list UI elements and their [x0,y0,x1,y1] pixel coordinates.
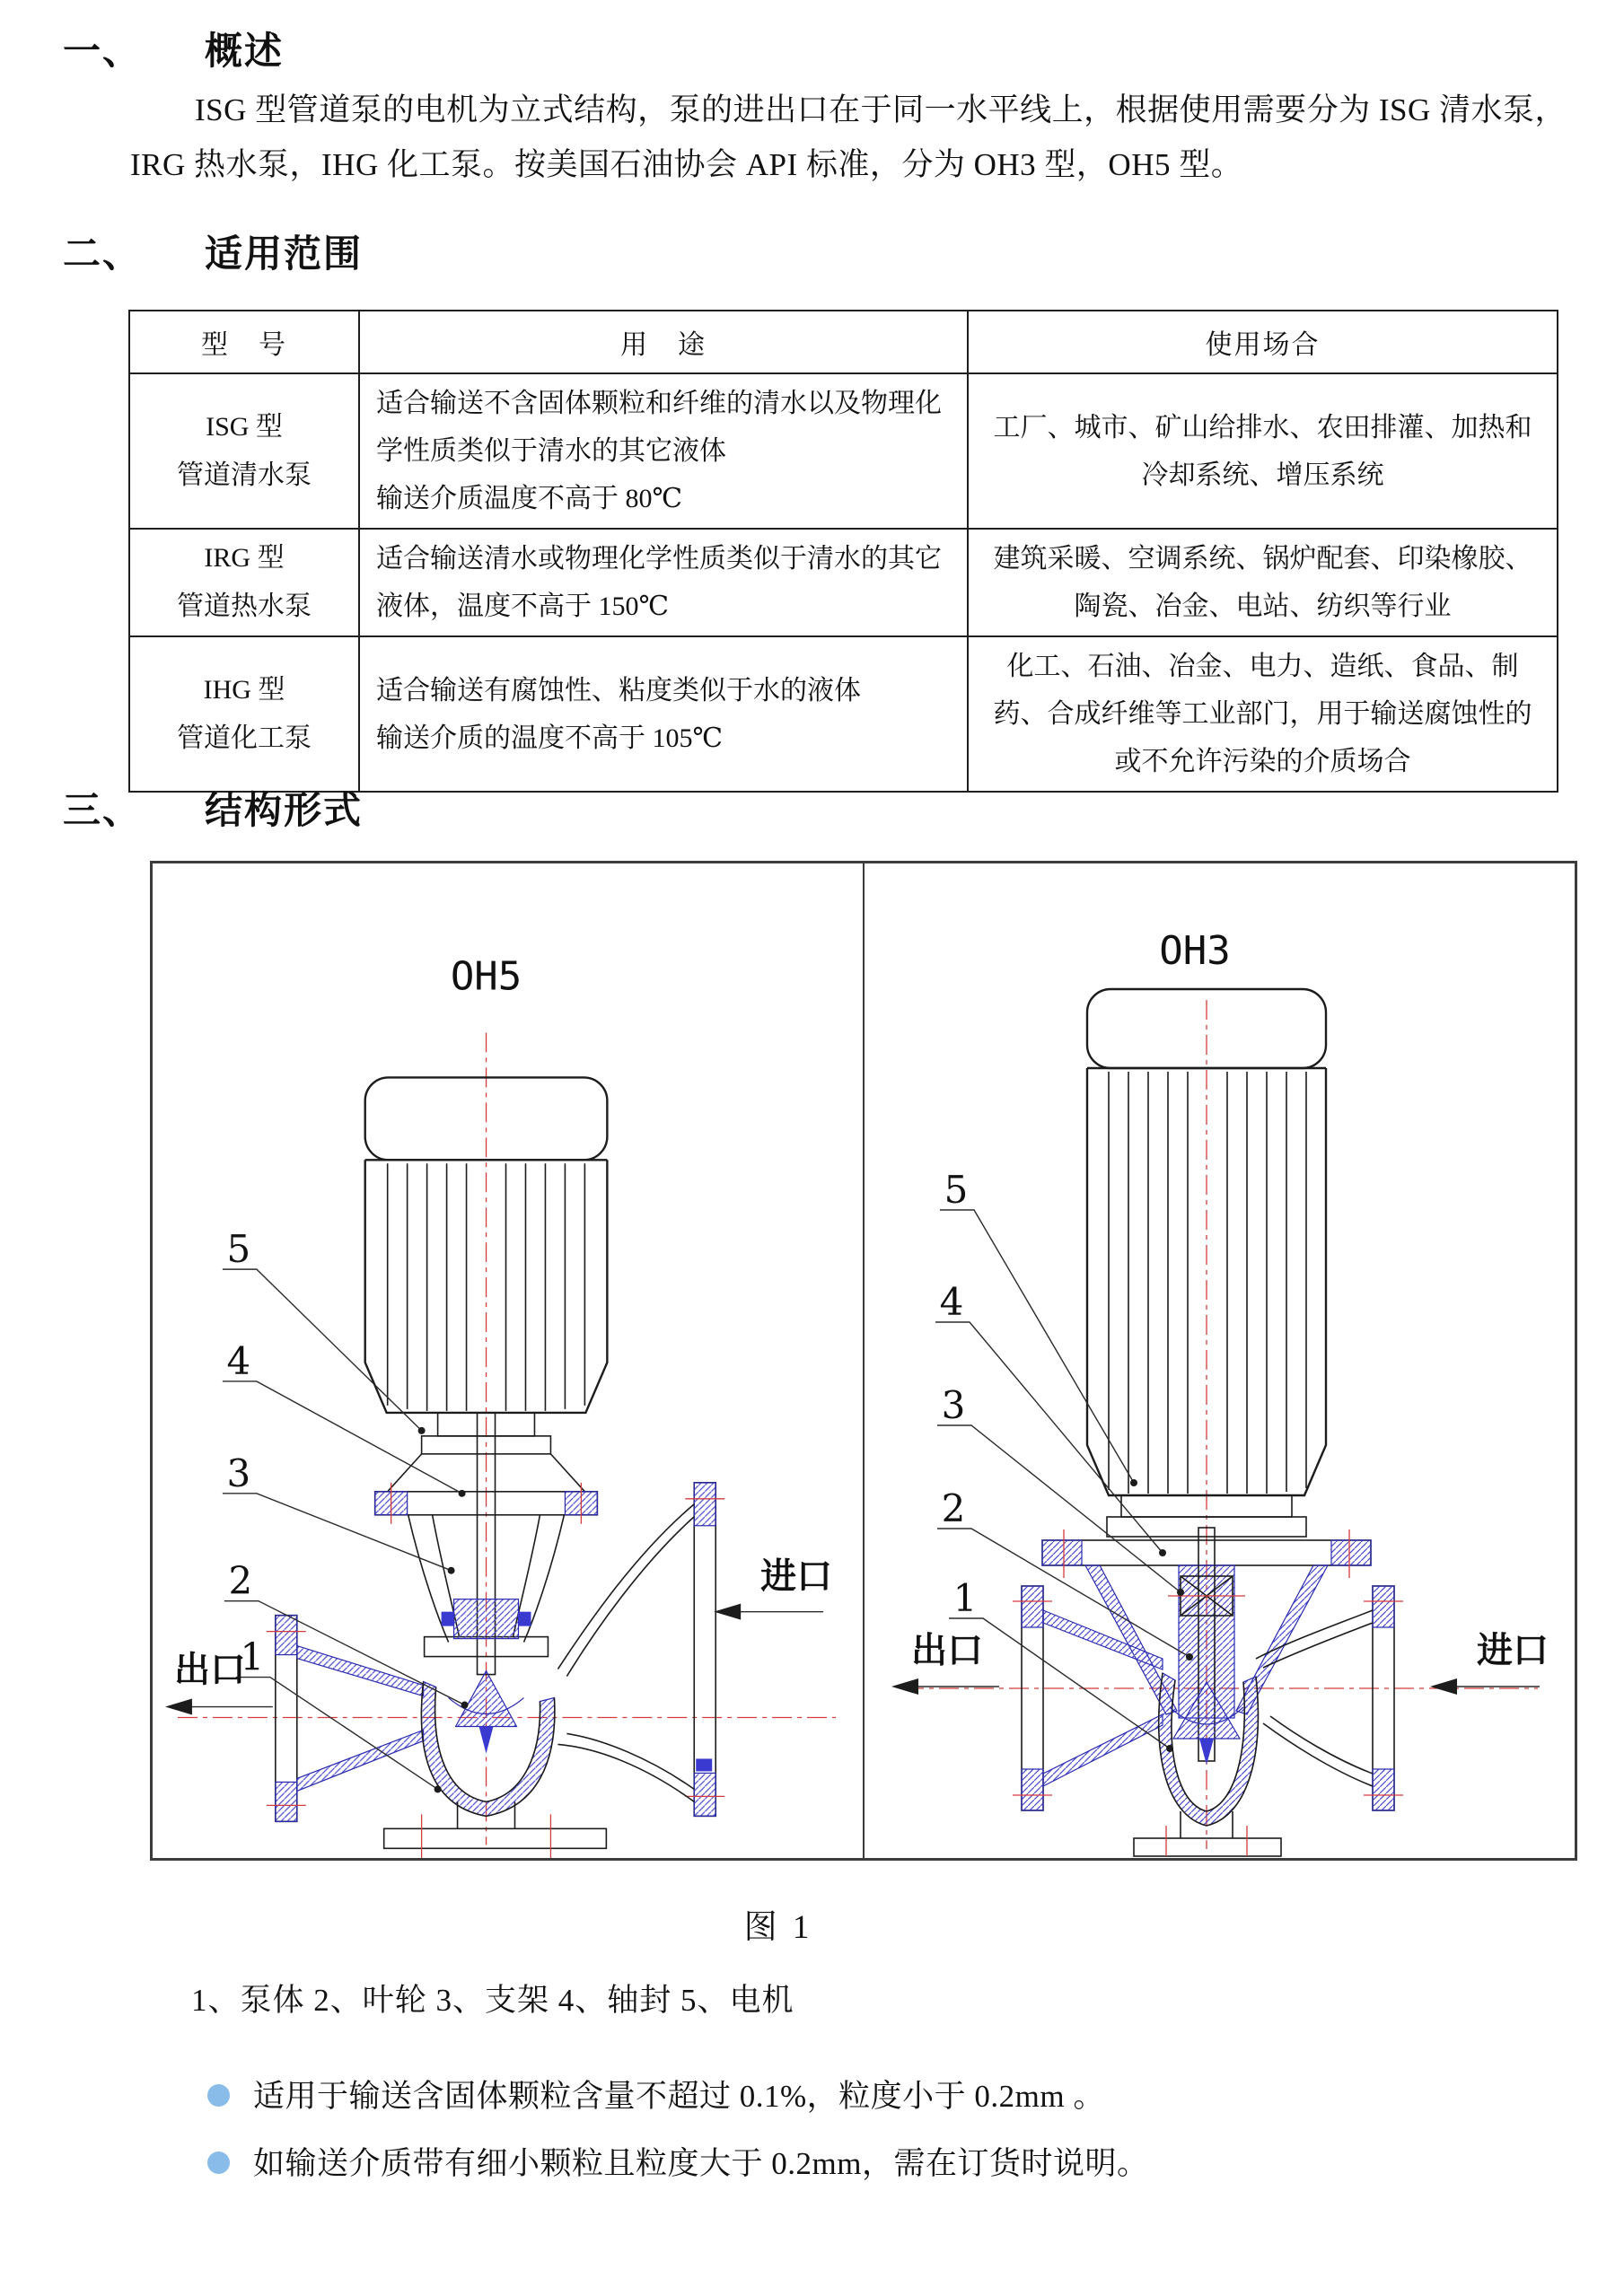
section-2-number: 二、 [63,234,143,276]
figure-1-box [150,861,1577,1861]
table-row [129,373,1558,529]
model-line: IHG 型 [203,674,285,705]
oh3-outlet-label: 出口 [911,1630,983,1670]
oh5-part-5: 5 [226,1227,251,1272]
oh5-diagram [153,863,863,1858]
oh5-outlet-label: 出口 [173,1649,246,1690]
col-header-model: 型 号 [129,311,359,373]
usage-line: 适合输送清水或物理化学性质类似于清水的其它液体，温度不高于 150℃ [376,544,942,621]
col-header-occasion: 使用场合 [968,311,1558,373]
oh3-part-3: 3 [941,1383,966,1427]
section-2-title: 适用范围 [205,234,364,276]
bullet-icon [207,2084,230,2107]
model-cell [129,636,359,792]
section-3-number: 三、 [63,791,143,832]
section-1-number: 一、 [63,31,143,73]
oh5-label: OH5 [450,953,522,1000]
figure-1-caption: 图 1 [743,1909,813,1946]
oh3-label: OH3 [1159,928,1231,974]
oh3-part-4: 4 [939,1280,964,1324]
oh5-outlet-arrow-icon [165,1699,192,1715]
oh5-part-4: 4 [226,1338,251,1383]
oh3-part-5: 5 [944,1168,969,1212]
occasion-cell: 工厂、城市、矿山给排水、农田排灌、加热和冷却系统、增压系统 [968,373,1558,529]
oh5-part-1: 1 [240,1634,265,1679]
section-3-title: 结构形式 [205,791,364,832]
model-line: ISG 型 [206,411,283,442]
oh5-part-2: 2 [228,1558,253,1603]
oh5-panel [153,863,863,1858]
oh3-inlet-label: 进口 [1477,1630,1549,1670]
section-1-heading [63,22,284,75]
oh3-part-1: 1 [952,1576,978,1620]
oh5-impeller [449,1671,524,1754]
oh3-part-2: 2 [941,1486,966,1530]
oh3-outlet-flange [1013,1586,1163,1810]
model-cell [129,529,359,636]
oh5-part-3: 3 [226,1450,251,1495]
oh3-panel [865,863,1575,1858]
oh3-diagram [865,863,1575,1858]
usage-cell [359,529,968,636]
usage-line: 适合输送有腐蚀性、粘度类似于水的液体 [376,675,861,705]
note-line: 适用于输送含固体颗粒含量不超过 0.1%，粒度小于 0.2mm 。 [253,2079,1105,2114]
usage-line: 输送介质的温度不高于 105℃ [376,723,724,753]
model-line: IRG 型 [204,543,285,573]
oh5-inlet-label: 进口 [760,1555,833,1597]
model-cell [129,373,359,529]
model-line: 管道清水泵 [177,460,312,490]
oh3-inlet-flange [1256,1586,1403,1810]
section-2-heading [63,224,363,278]
section-3-heading [63,781,363,835]
table-row [129,636,1558,792]
usage-line: 适合输送不含固体颗粒和纤维的清水以及物理化学性质类似于清水的其它液体 [376,389,942,466]
oh3-outlet-arrow-icon [891,1678,918,1695]
figure-1-legend: 1、泵体 2、叶轮 3、支架 4、轴封 5、电机 [191,1983,794,2018]
oh5-inlet-flange [557,1483,724,1817]
occasion-cell: 建筑采暖、空调系统、锅炉配套、印染橡胶、陶瓷、冶金、电站、纺织等行业 [968,529,1558,636]
usage-cell [359,636,968,792]
col-header-usage: 用 途 [359,311,968,373]
table-row [129,529,1558,636]
oh5-outlet-flange [267,1616,424,1822]
model-line: 管道热水泵 [177,592,312,621]
model-line: 管道化工泵 [177,723,312,753]
oh5-inlet-arrow-icon [714,1604,741,1620]
table-header-row [129,311,1558,373]
usage-cell [359,373,968,529]
occasion-cell: 化工、石油、冶金、电力、造纸、食品、制药、合成纤维等工业部门，用于输送腐蚀性的或不允许污染的介质场合 [968,636,1558,792]
usage-line: 输送介质温度不高于 80℃ [376,484,683,513]
note-line: 如输送介质带有细小颗粒且粒度大于 0.2mm，需在订货时说明。 [253,2146,1149,2181]
bullet-icon [207,2151,230,2174]
oh3-inlet-arrow-icon [1430,1678,1457,1695]
oh5-shaft-seal [442,1413,531,1675]
application-table [128,310,1558,793]
intro-paragraph: ISG 型管道泵的电机为立式结构，泵的进出口在于同一水平线上，根据使用需要分为 ISG 清水泵，IRG 热水泵，IHG 化工泵。按美国石油协会 API 标准，分为 OH3 型，OH5 型。 [130,92,1567,182]
section-1-title: 概述 [205,31,285,73]
